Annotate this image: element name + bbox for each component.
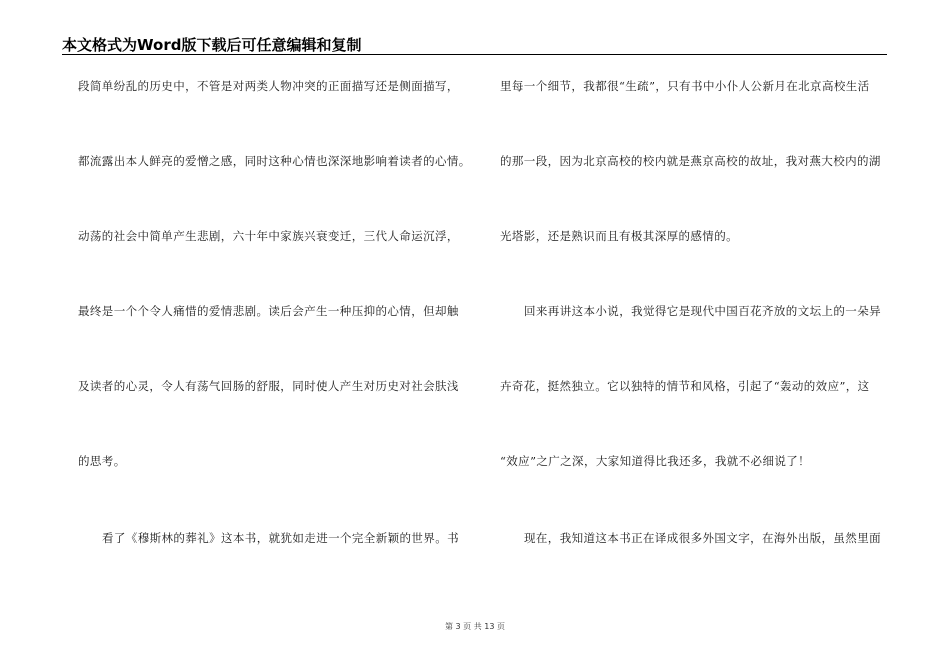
text-line: 最终是一个个令人痛惜的爱情悲剧。读后会产生一种压抑的心情，但却触 [78, 304, 459, 318]
text-line: 都流露出本人鲜亮的爱憎之感，同时这种心情也深深地影响着读者的心情。 [78, 154, 471, 168]
text-line: 现在，我知道这本书正在译成很多外国文字，在海外出版，虽然里面 [524, 531, 881, 545]
page-footer [0, 621, 950, 632]
text-line: 看了《穆斯林的葬礼》这本书，就犹如走进一个完全新颖的世界。书 [102, 531, 459, 545]
text-line: 段简单纷乱的历史中，不管是对两类人物冲突的正面描写还是侧面描写， [78, 79, 459, 93]
text-line: 卉奇花，挺然独立。它以独特的情节和风格，引起了“轰动的效应”，这 [500, 379, 870, 393]
text-line: “效应”之广之深，大家知道得比我还多，我就不必细说了！ [500, 454, 811, 468]
text-line: 光塔影，还是熟识而且有极其深厚的感情的。 [500, 229, 738, 243]
document-header [62, 34, 887, 55]
text-line: 动荡的社会中简单产生悲剧，六十年中家族兴衰变迁，三代人命运沉浮， [78, 229, 459, 243]
header-title: 本文格式为Word版下载后可任意编辑和复制 [62, 36, 362, 54]
text-line: 回来再讲这本小说，我觉得它是现代中国百花齐放的文坛上的一朵异 [524, 304, 881, 318]
text-line: 里每一个细节，我都很“生疏”，只有书中小仆人公新月在北京高校生活 [500, 79, 870, 93]
text-line: 的那一段，因为北京高校的校内就是燕京高校的故址，我对燕大校内的湖 [500, 154, 881, 168]
text-line: 的思考。 [78, 454, 126, 468]
text-line: 及读者的心灵，令人有荡气回肠的舒服，同时使人产生对历史对社会肤浅 [78, 379, 459, 393]
page-number: 第 3 页 共 13 页 [445, 622, 505, 631]
